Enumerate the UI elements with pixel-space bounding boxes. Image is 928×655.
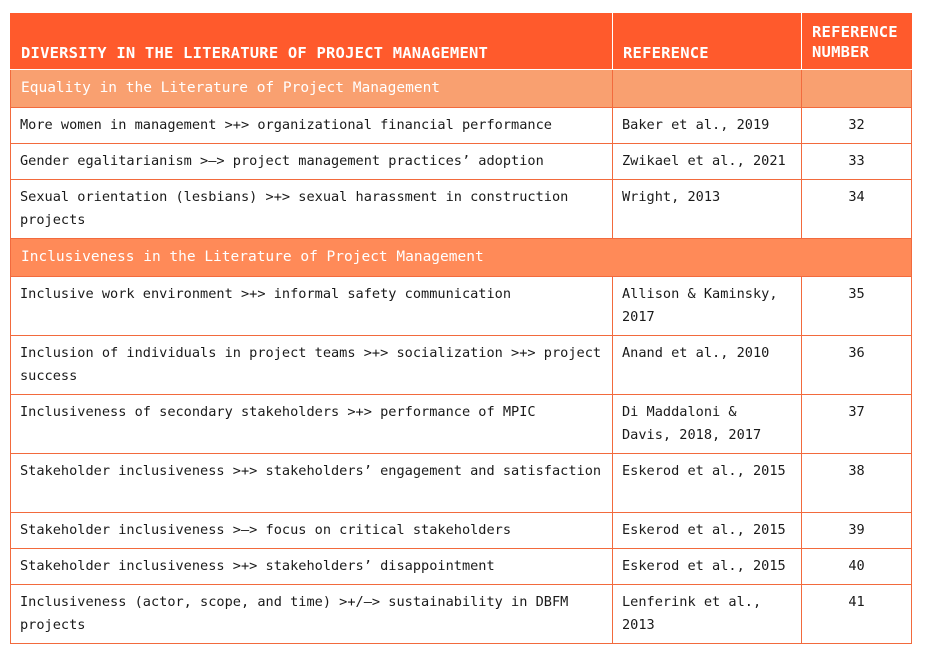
section-title: Equality in the Literature of Project Management: [11, 69, 613, 107]
reference-cell: Lenferink et al., 2013: [613, 584, 802, 643]
finding-cell: Inclusion of individuals in project teams >+> socialization >+> project success: [11, 335, 613, 394]
reference-cell: Di Maddaloni & Davis, 2018, 2017: [613, 394, 802, 453]
table-row: [11, 179, 912, 238]
reference-number-cell: 36: [802, 335, 912, 394]
reference-number-cell: 39: [802, 512, 912, 548]
reference-number-cell: 32: [802, 107, 912, 143]
reference-cell: Zwikael et al., 2021: [613, 143, 802, 179]
finding-cell: Gender egalitarianism >–> project management practices’ adoption: [11, 143, 613, 179]
section-header-inclusiveness: [11, 238, 912, 276]
reference-number-cell: 37: [802, 394, 912, 453]
table-header-row: [11, 13, 912, 69]
diversity-table: [10, 13, 912, 644]
reference-cell: Allison & Kaminsky, 2017: [613, 276, 802, 335]
table-row: [11, 276, 912, 335]
section-spacer: [613, 69, 802, 107]
finding-cell: Inclusiveness (actor, scope, and time) >+/–> sustainability in DBFM projects: [11, 584, 613, 643]
finding-cell: Inclusiveness of secondary stakeholders >+> performance of MPIC: [11, 394, 613, 453]
reference-cell: Eskerod et al., 2015: [613, 548, 802, 584]
table-row: [11, 584, 912, 643]
reference-number-cell: 41: [802, 584, 912, 643]
section-spacer: [802, 69, 912, 107]
finding-cell: Inclusive work environment >+> informal safety communication: [11, 276, 613, 335]
table-row: [11, 143, 912, 179]
reference-cell: Baker et al., 2019: [613, 107, 802, 143]
table-row: [11, 394, 912, 453]
finding-cell: Sexual orientation (lesbians) >+> sexual harassment in construction projects: [11, 179, 613, 238]
table-row: [11, 548, 912, 584]
reference-number-cell: 33: [802, 143, 912, 179]
table-row: [11, 335, 912, 394]
finding-cell: Stakeholder inclusiveness >+> stakeholders’ engagement and satisfaction: [11, 453, 613, 512]
reference-number-cell: 35: [802, 276, 912, 335]
table-row: [11, 107, 912, 143]
reference-cell: Wright, 2013: [613, 179, 802, 238]
finding-cell: Stakeholder inclusiveness >–> focus on critical stakeholders: [11, 512, 613, 548]
header-reference: REFERENCE: [613, 13, 802, 69]
reference-number-cell: 40: [802, 548, 912, 584]
reference-cell: Anand et al., 2010: [613, 335, 802, 394]
header-diversity: DIVERSITY IN THE LITERATURE OF PROJECT MANAGEMENT: [11, 13, 613, 69]
table-row: [11, 453, 912, 512]
table-row: [11, 512, 912, 548]
section-header-equality: [11, 69, 912, 107]
reference-cell: Eskerod et al., 2015: [613, 512, 802, 548]
reference-number-cell: 38: [802, 453, 912, 512]
finding-cell: Stakeholder inclusiveness >+> stakeholders’ disappointment: [11, 548, 613, 584]
finding-cell: More women in management >+> organizational financial performance: [11, 107, 613, 143]
header-reference-number: REFERENCE NUMBER: [802, 13, 912, 69]
section-title: Inclusiveness in the Literature of Project Management: [11, 238, 912, 276]
reference-number-cell: 34: [802, 179, 912, 238]
reference-cell: Eskerod et al., 2015: [613, 453, 802, 512]
diversity-table-container: [10, 13, 911, 644]
